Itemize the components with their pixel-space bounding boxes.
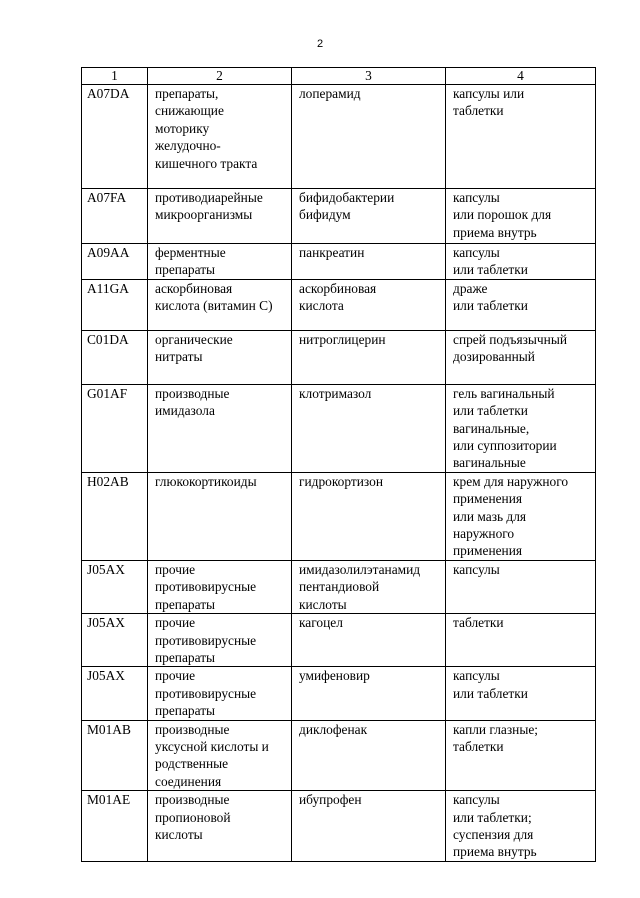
column-header-group: 2 <box>148 68 292 85</box>
pharmacological-group-cell: противодиарейные микроорганизмы <box>148 189 292 244</box>
dosage-form-cell: капсулы или порошок для приема внутрь <box>446 189 596 244</box>
dosage-form-cell: капсулы или таблетки <box>446 244 596 280</box>
substance-cell: ибупрофен <box>292 791 446 862</box>
column-header-code: 1 <box>82 68 148 85</box>
table-row <box>82 244 596 280</box>
atc-code-cell: M01AB <box>82 720 148 791</box>
atc-code-cell: J05AX <box>82 614 148 667</box>
dosage-form-cell: драже или таблетки <box>446 279 596 330</box>
substance-cell: бифидобактерии бифидум <box>292 189 446 244</box>
page-number: 2 <box>316 38 324 50</box>
substance-cell: нитроглицерин <box>292 330 446 384</box>
dosage-form-cell: таблетки <box>446 614 596 667</box>
dosage-form-cell: капсулы или таблетки <box>446 667 596 720</box>
table-row <box>82 189 596 244</box>
pharmacological-group-cell: прочие противовирусные препараты <box>148 560 292 613</box>
pharmacological-group-cell: препараты, снижающие моторику желудочно- кишечного тракта <box>148 85 292 189</box>
substance-cell: лоперамид <box>292 85 446 189</box>
pharmacological-group-cell: прочие противовирусные препараты <box>148 614 292 667</box>
atc-code-cell: G01AF <box>82 384 148 472</box>
substance-cell: кагоцел <box>292 614 446 667</box>
table-row <box>82 560 596 613</box>
pharmacological-group-cell: прочие противовирусные препараты <box>148 667 292 720</box>
dosage-form-cell: капли глазные; таблетки <box>446 720 596 791</box>
dosage-form-cell: гель вагинальный или таблетки вагинальные, или суппозитории вагинальные <box>446 384 596 472</box>
pharmacological-group-cell: глюкокортикоиды <box>148 472 292 560</box>
atc-code-cell: J05AX <box>82 667 148 720</box>
substance-cell: имидазолилэтанамид пентандиовой кислоты <box>292 560 446 613</box>
pharmacological-group-cell: ферментные препараты <box>148 244 292 280</box>
table-row <box>82 384 596 472</box>
table-row <box>82 791 596 862</box>
substance-cell: клотримазол <box>292 384 446 472</box>
dosage-form-cell: спрей подъязычный дозированный <box>446 330 596 384</box>
table-row <box>82 720 596 791</box>
table-row <box>82 472 596 560</box>
pharmacological-group-cell: аскорбиновая кислота (витамин С) <box>148 279 292 330</box>
medicines-table <box>81 67 596 862</box>
atc-code-cell: C01DA <box>82 330 148 384</box>
atc-code-cell: J05AX <box>82 560 148 613</box>
table-row <box>82 614 596 667</box>
atc-code-cell: A07FA <box>82 189 148 244</box>
table-row <box>82 279 596 330</box>
atc-code-cell: A09AA <box>82 244 148 280</box>
substance-cell: аскорбиновая кислота <box>292 279 446 330</box>
table-header-row <box>82 68 596 85</box>
column-header-form: 4 <box>446 68 596 85</box>
table-row <box>82 667 596 720</box>
atc-code-cell: H02AB <box>82 472 148 560</box>
pharmacological-group-cell: органические нитраты <box>148 330 292 384</box>
pharmacological-group-cell: производные имидазола <box>148 384 292 472</box>
substance-cell: гидрокортизон <box>292 472 446 560</box>
substance-cell: панкреатин <box>292 244 446 280</box>
pharmacological-group-cell: производные пропионовой кислоты <box>148 791 292 862</box>
substance-cell: умифеновир <box>292 667 446 720</box>
dosage-form-cell: капсулы или таблетки; суспензия для приема внутрь <box>446 791 596 862</box>
table-row <box>82 85 596 189</box>
dosage-form-cell: крем для наружного применения или мазь для наружного применения <box>446 472 596 560</box>
dosage-form-cell: капсулы <box>446 560 596 613</box>
pharmacological-group-cell: производные уксусной кислоты и родственные соединения <box>148 720 292 791</box>
table-row <box>82 330 596 384</box>
atc-code-cell: A07DA <box>82 85 148 189</box>
substance-cell: диклофенак <box>292 720 446 791</box>
atc-code-cell: M01AE <box>82 791 148 862</box>
column-header-substance: 3 <box>292 68 446 85</box>
dosage-form-cell: капсулы или таблетки <box>446 85 596 189</box>
atc-code-cell: A11GA <box>82 279 148 330</box>
